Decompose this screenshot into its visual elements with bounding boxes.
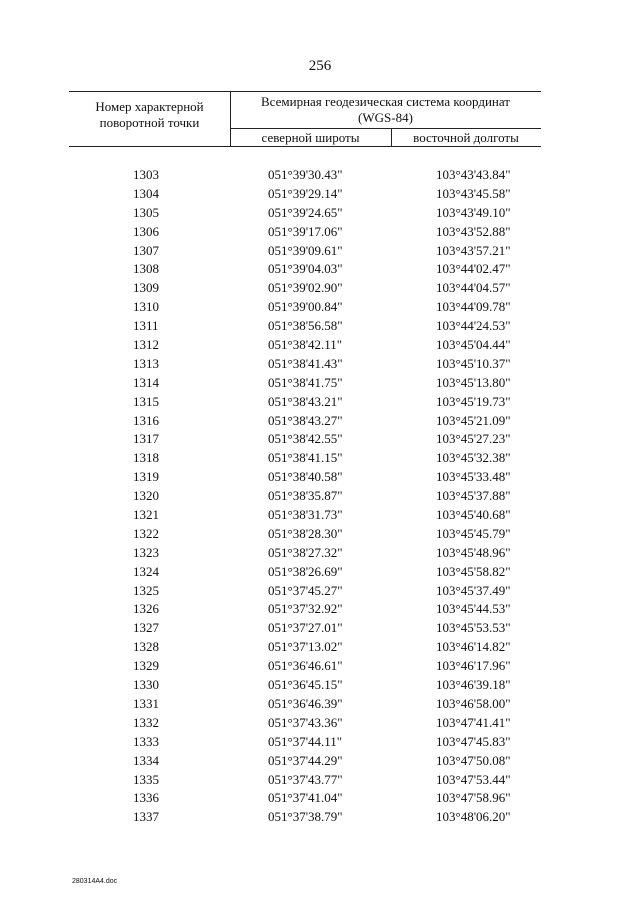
longitude-cell: 103°45'04.44" <box>436 337 511 353</box>
longitude-cell: 103°46'14.82" <box>436 639 511 655</box>
point-number-cell: 1311 <box>133 318 159 334</box>
latitude-cell: 051°38'40.58" <box>268 469 343 485</box>
point-number-cell: 1304 <box>133 185 159 201</box>
longitude-cell: 103°43'45.58" <box>436 185 511 201</box>
table-row <box>0 468 640 487</box>
table-row <box>0 298 640 317</box>
point-number-cell: 1309 <box>133 280 159 296</box>
latitude-cell: 051°36'46.39" <box>268 695 343 711</box>
point-number-cell: 1318 <box>133 450 159 466</box>
table-row <box>0 563 640 582</box>
latitude-cell: 051°36'45.15" <box>268 677 343 693</box>
point-number-cell: 1303 <box>133 167 159 182</box>
longitude-cell: 103°43'43.84" <box>436 167 511 182</box>
point-number-cell: 1312 <box>133 337 159 353</box>
table-row <box>0 714 640 733</box>
longitude-cell: 103°45'32.38" <box>436 450 511 466</box>
longitude-cell: 103°43'57.21" <box>436 242 511 258</box>
table-row <box>0 223 640 242</box>
point-number-cell: 1308 <box>133 261 159 277</box>
table-row <box>0 600 640 619</box>
latitude-cell: 051°38'35.87" <box>268 488 343 504</box>
longitude-cell: 103°45'58.82" <box>436 563 511 579</box>
point-number-cell: 1331 <box>133 695 159 711</box>
point-number-cell: 1306 <box>133 223 159 239</box>
coordinate-system-header-line2: (WGS-84) <box>358 110 413 125</box>
point-number-cell: 1305 <box>133 204 159 220</box>
table-row <box>0 185 640 204</box>
table-row <box>0 676 640 695</box>
table-row <box>0 544 640 563</box>
point-number-cell: 1335 <box>133 771 159 787</box>
table-row <box>0 393 640 412</box>
page-number: 256 <box>308 58 332 74</box>
table-row <box>0 412 640 431</box>
point-number-cell: 1320 <box>133 488 159 504</box>
longitude-cell: 103°44'04.57" <box>436 280 511 296</box>
latitude-cell: 051°39'00.84" <box>268 299 343 315</box>
latitude-cell: 051°38'41.15" <box>268 450 343 466</box>
point-number-cell: 1324 <box>133 563 159 579</box>
point-number-header <box>69 99 230 131</box>
latitude-cell: 051°38'43.21" <box>268 393 343 409</box>
coordinate-system-header-line1: Всемирная геодезическая система координат <box>261 94 510 109</box>
latitude-cell: 051°38'42.55" <box>268 431 343 447</box>
longitude-cell: 103°47'41.41" <box>436 714 511 730</box>
table-header <box>69 91 541 148</box>
table-row <box>0 525 640 544</box>
point-number-cell: 1328 <box>133 639 159 655</box>
longitude-cell: 103°45'44.53" <box>436 601 511 617</box>
table-row <box>0 336 640 355</box>
table-row <box>0 619 640 638</box>
point-number-cell: 1313 <box>133 355 159 371</box>
point-number-cell: 1337 <box>133 809 159 825</box>
longitude-cell: 103°47'45.83" <box>436 733 511 749</box>
longitude-cell: 103°45'10.37" <box>436 355 511 371</box>
point-number-cell: 1334 <box>133 752 159 768</box>
table-row <box>0 355 640 374</box>
longitude-cell: 103°43'52.88" <box>436 223 511 239</box>
longitude-cell: 103°46'39.18" <box>436 677 511 693</box>
table-row <box>0 638 640 657</box>
table-row <box>0 260 640 279</box>
latitude-cell: 051°36'46.61" <box>268 658 343 674</box>
point-number-cell: 1307 <box>133 242 159 258</box>
latitude-cell: 051°39'02.90" <box>268 280 343 296</box>
footer-filename: 280314A4.doc <box>72 878 118 885</box>
longitude-cell: 103°45'33.48" <box>436 469 511 485</box>
point-number-cell: 1322 <box>133 525 159 541</box>
longitude-cell: 103°45'48.96" <box>436 544 511 560</box>
longitude-cell: 103°45'40.68" <box>436 507 511 523</box>
latitude-cell: 051°37'43.77" <box>268 771 343 787</box>
point-number-cell: 1325 <box>133 582 159 598</box>
table-row <box>0 752 640 771</box>
coordinate-system-header <box>230 94 541 126</box>
latitude-cell: 051°38'26.69" <box>268 563 343 579</box>
longitude-cell: 103°45'53.53" <box>436 620 511 636</box>
point-number-header-line2: поворотной точки <box>99 115 200 130</box>
latitude-cell: 051°37'43.36" <box>268 714 343 730</box>
latitude-cell: 051°39'09.61" <box>268 242 343 258</box>
point-number-cell: 1314 <box>133 374 159 390</box>
latitude-cell: 051°39'24.65" <box>268 204 343 220</box>
table-row <box>0 374 640 393</box>
latitude-cell: 051°39'30.43" <box>268 167 343 182</box>
longitude-cell: 103°45'37.88" <box>436 488 511 504</box>
coordinates-table-body <box>0 166 640 827</box>
longitude-cell: 103°47'50.08" <box>436 752 511 768</box>
header-bottom-rule <box>69 146 541 147</box>
latitude-cell: 051°37'45.27" <box>268 582 343 598</box>
longitude-cell: 103°47'53.44" <box>436 771 511 787</box>
longitude-header: восточной долготы <box>413 130 519 145</box>
point-number-cell: 1332 <box>133 714 159 730</box>
longitude-cell: 103°45'37.49" <box>436 582 511 598</box>
table-row <box>0 808 640 827</box>
latitude-cell: 051°38'56.58" <box>268 318 343 334</box>
longitude-cell: 103°45'27.23" <box>436 431 511 447</box>
longitude-cell: 103°44'02.47" <box>436 261 511 277</box>
point-number-cell: 1315 <box>133 393 159 409</box>
latitude-cell: 051°38'41.75" <box>268 374 343 390</box>
longitude-cell: 103°43'49.10" <box>436 204 511 220</box>
latitude-cell: 051°39'17.06" <box>268 223 343 239</box>
latitude-cell: 051°37'44.29" <box>268 752 343 768</box>
table-row <box>0 733 640 752</box>
table-row <box>0 657 640 676</box>
table-row <box>0 279 640 298</box>
longitude-cell: 103°44'09.78" <box>436 299 511 315</box>
longitude-cell: 103°45'21.09" <box>436 412 511 428</box>
table-row <box>0 695 640 714</box>
latitude-cell: 051°38'42.11" <box>268 337 343 353</box>
point-number-cell: 1317 <box>133 431 159 447</box>
longitude-cell: 103°46'17.96" <box>436 658 511 674</box>
table-row <box>0 317 640 336</box>
table-row <box>0 789 640 808</box>
latitude-cell: 051°38'43.27" <box>268 412 343 428</box>
longitude-cell: 103°47'58.96" <box>436 790 511 806</box>
header-top-rule <box>69 91 541 92</box>
point-number-cell: 1336 <box>133 790 159 806</box>
point-number-cell: 1329 <box>133 658 159 674</box>
table-row <box>0 487 640 506</box>
table-row <box>0 430 640 449</box>
longitude-cell: 103°44'24.53" <box>436 318 511 334</box>
table-row <box>0 166 640 185</box>
latitude-cell: 051°37'13.02" <box>268 639 343 655</box>
point-number-cell: 1310 <box>133 299 159 315</box>
table-row <box>0 582 640 601</box>
latitude-cell: 051°39'29.14" <box>268 185 343 201</box>
latitude-cell: 051°37'41.04" <box>268 790 343 806</box>
point-number-cell: 1323 <box>133 544 159 560</box>
latitude-cell: 051°38'31.73" <box>268 507 343 523</box>
point-number-cell: 1316 <box>133 412 159 428</box>
point-number-cell: 1326 <box>133 601 159 617</box>
table-row <box>0 771 640 790</box>
header-subheader-rule <box>230 128 541 129</box>
latitude-header: северной широты <box>261 130 360 145</box>
longitude-cell: 103°46'58.00" <box>436 695 511 711</box>
point-number-cell: 1333 <box>133 733 159 749</box>
point-number-cell: 1319 <box>133 469 159 485</box>
longitude-cell: 103°45'45.79" <box>436 525 511 541</box>
latitude-cell: 051°37'38.79" <box>268 809 343 825</box>
table-row <box>0 449 640 468</box>
table-row <box>0 506 640 525</box>
point-number-cell: 1321 <box>133 507 159 523</box>
longitude-cell: 103°45'19.73" <box>436 393 511 409</box>
latitude-cell: 051°39'04.03" <box>268 261 343 277</box>
point-number-cell: 1327 <box>133 620 159 636</box>
table-row <box>0 204 640 223</box>
latitude-cell: 051°38'41.43" <box>268 355 343 371</box>
latitude-cell: 051°37'44.11" <box>268 733 343 749</box>
longitude-cell: 103°45'13.80" <box>436 374 511 390</box>
latitude-cell: 051°38'28.30" <box>268 525 343 541</box>
point-number-cell: 1330 <box>133 677 159 693</box>
latitude-cell: 051°38'27.32" <box>268 544 343 560</box>
longitude-cell: 103°48'06.20" <box>436 809 511 825</box>
latitude-cell: 051°37'32.92" <box>268 601 343 617</box>
latitude-cell: 051°37'27.01" <box>268 620 343 636</box>
point-number-header-line1: Номер характерной <box>95 99 204 114</box>
table-row <box>0 242 640 261</box>
